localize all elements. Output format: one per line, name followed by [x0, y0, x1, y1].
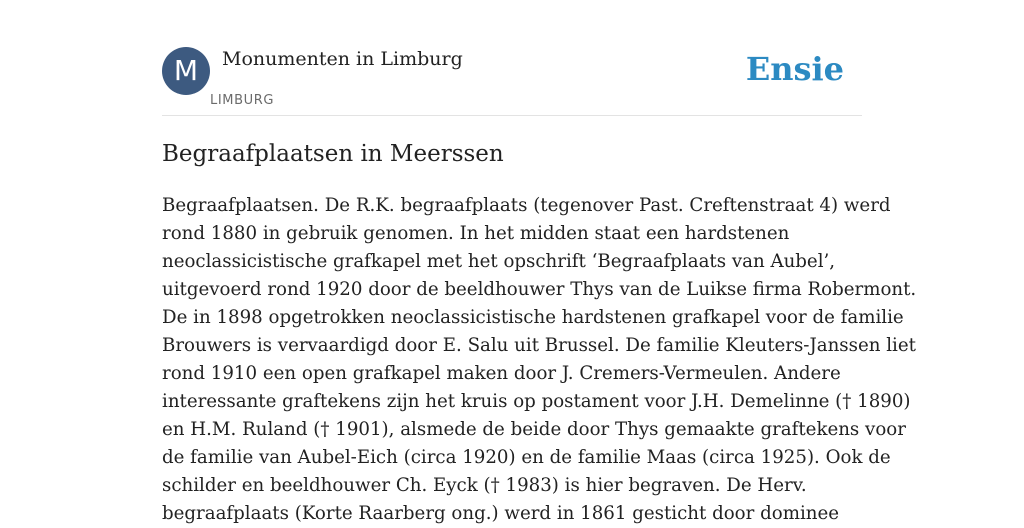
category-link[interactable]: LIMBURG: [210, 93, 275, 108]
article-line: rond 1880 in gebruik genomen. In het midden staat een hardstenen: [162, 223, 790, 244]
article-line: rond 1910 een open grafkapel maken door J. Cremers-Vermeulen. Andere: [162, 363, 841, 384]
article-line: begraafplaats (Korte Raarberg ong.) werd in 1861 gesticht door dominee: [162, 503, 839, 524]
article-line: Brouwers is vervaardigd door E. Salu uit Brussel. De familie Kleuters-Janssen liet: [162, 335, 916, 356]
article-line: De in 1898 opgetrokken neoclassicistische hardstenen grafkapel voor de familie: [162, 307, 904, 328]
article-line: neoclassicistische grafkapel met het opschrift ‘Begraafplaats van Aubel’,: [162, 251, 836, 272]
article-body: [162, 192, 917, 528]
article-line: Begraafplaatsen. De R.K. begraafplaats (tegenover Past. Creftenstraat 4) werd: [162, 195, 891, 216]
avatar[interactable]: M: [162, 47, 210, 95]
article-title: Begraafplaatsen in Meerssen: [162, 141, 504, 167]
article-line: en H.M. Ruland († 1901), alsmede de beide door Thys gemaakte graftekens voor: [162, 419, 906, 440]
site-title-link[interactable]: Monumenten in Limburg: [222, 48, 463, 70]
page-header: [162, 47, 862, 116]
article-line: schilder en beeldhouwer Ch. Eyck († 1983) is hier begraven. De Herv.: [162, 475, 807, 496]
article-line: de familie van Aubel-Eich (circa 1920) en de familie Maas (circa 1925). Ook de: [162, 447, 891, 468]
article-line: uitgevoerd rond 1920 door de beeldhouwer Thys van de Luikse firma Robermont.: [162, 279, 917, 300]
article-line: interessante graftekens zijn het kruis op postament voor J.H. Demelinne († 1890): [162, 391, 911, 412]
brand-logo[interactable]: Ensie: [745, 50, 844, 88]
